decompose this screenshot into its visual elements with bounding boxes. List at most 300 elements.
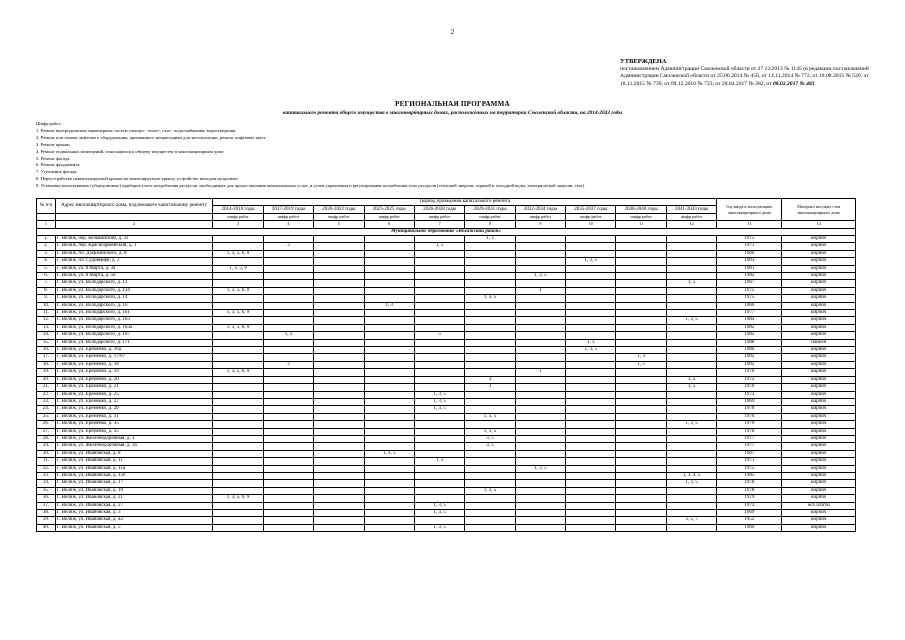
- period-header: 2041-2043 годы: [666, 206, 716, 213]
- row-year: 1977: [717, 435, 782, 442]
- row-work-codes: [515, 421, 565, 428]
- row-work-codes: [263, 310, 313, 317]
- row-work-codes: [364, 435, 414, 442]
- row-work-codes: [566, 413, 616, 420]
- row-work-codes: [616, 458, 666, 465]
- row-work-codes: [616, 487, 666, 494]
- row-work-codes: 1, 3, 5: [566, 258, 616, 265]
- row-work-codes: [213, 413, 263, 420]
- row-work-codes: [465, 472, 515, 479]
- row-work-codes: [566, 361, 616, 368]
- municipality-row: Муниципальное образование «Велижский район»: [37, 228, 856, 235]
- table-row: [37, 265, 856, 272]
- row-work-codes: [666, 243, 716, 250]
- row-work-codes: [364, 287, 414, 294]
- row-work-codes: [515, 502, 565, 509]
- table-row: [37, 406, 856, 413]
- row-work-codes: [666, 250, 716, 257]
- row-work-codes: 1, 3: [465, 235, 515, 242]
- row-material: кирпич: [782, 413, 856, 420]
- row-work-codes: [364, 347, 414, 354]
- row-work-codes: [263, 398, 313, 405]
- row-work-codes: [465, 280, 515, 287]
- row-work-codes: [213, 472, 263, 479]
- row-work-codes: [515, 428, 565, 435]
- approval-block: [620, 58, 885, 88]
- row-work-codes: [616, 413, 666, 420]
- row-work-codes: [314, 376, 364, 383]
- row-year: 1970: [717, 384, 782, 391]
- row-work-codes: [566, 280, 616, 287]
- row-work-codes: [213, 480, 263, 487]
- row-number: 26.: [37, 421, 56, 428]
- row-work-codes: [566, 443, 616, 450]
- row-number: 34.: [37, 480, 56, 487]
- row-number: 30.: [37, 450, 56, 457]
- row-address: Г. Велиж, ул. Володарского, д. 167: [55, 332, 212, 339]
- row-work-codes: [566, 273, 616, 280]
- row-work-codes: [364, 273, 414, 280]
- row-work-codes: [364, 250, 414, 257]
- row-work-codes: [314, 421, 364, 428]
- row-number: 36.: [37, 495, 56, 502]
- row-work-codes: 1, 3, 5: [465, 428, 515, 435]
- row-work-codes: [616, 369, 666, 376]
- row-work-codes: [364, 384, 414, 391]
- row-address: Г. Велиж, ул. Еременко, д. 31: [55, 413, 212, 420]
- row-address: Г. Велиж, ул. Ивановская, д. 15б: [55, 472, 212, 479]
- row-work-codes: [616, 510, 666, 517]
- row-number: 1.: [37, 235, 56, 242]
- row-work-codes: [566, 458, 616, 465]
- table-row: [37, 391, 856, 398]
- works-heading: Шифр работ:: [36, 121, 62, 126]
- row-material: кирпич: [782, 258, 856, 265]
- row-work-codes: [566, 487, 616, 494]
- row-address: Г. Велиж, ул. Еременко, д. 17/67: [55, 354, 212, 361]
- row-work-codes: 1, 3: [414, 458, 464, 465]
- row-work-codes: [263, 265, 313, 272]
- row-work-codes: 1, 5: [666, 384, 716, 391]
- row-address: Г. Велиж, ул. Ивановская, д. 17: [55, 480, 212, 487]
- row-year: 1978: [717, 480, 782, 487]
- row-work-codes: [616, 332, 666, 339]
- row-work-codes: [566, 376, 616, 383]
- row-work-codes: 3, 5, 7: [666, 517, 716, 524]
- column-number: 7: [414, 221, 464, 228]
- row-work-codes: [414, 361, 464, 368]
- row-work-codes: [314, 235, 364, 242]
- row-work-codes: [414, 369, 464, 376]
- row-work-codes: [616, 428, 666, 435]
- row-work-codes: [263, 480, 313, 487]
- row-material: кирпич: [782, 376, 856, 383]
- row-work-codes: [465, 406, 515, 413]
- row-year: 1972: [717, 376, 782, 383]
- row-work-codes: 1: [515, 369, 565, 376]
- row-work-codes: [616, 384, 666, 391]
- row-work-codes: [364, 517, 414, 524]
- row-work-codes: [616, 347, 666, 354]
- row-year: 1969: [717, 524, 782, 531]
- row-work-codes: [515, 235, 565, 242]
- code-label: шифр работ: [666, 213, 716, 220]
- row-address: Г. Велиж, ул. Ивановская, д. 11а: [55, 465, 212, 472]
- row-work-codes: [465, 398, 515, 405]
- row-work-codes: [213, 354, 263, 361]
- works-legend: [36, 121, 585, 190]
- row-work-codes: [666, 495, 716, 502]
- row-work-codes: [515, 443, 565, 450]
- row-year: 1967: [717, 280, 782, 287]
- row-work-codes: [414, 324, 464, 331]
- row-work-codes: [616, 472, 666, 479]
- row-address: Г. Велиж, пл. Дзержинского, д. 8: [55, 250, 212, 257]
- row-work-codes: [666, 258, 716, 265]
- row-work-codes: [213, 450, 263, 457]
- row-material: кирпич: [782, 524, 856, 531]
- table-row: [37, 273, 856, 280]
- row-work-codes: [314, 280, 364, 287]
- row-work-codes: [566, 406, 616, 413]
- row-work-codes: [364, 428, 414, 435]
- code-label: шифр работ: [263, 213, 313, 220]
- row-work-codes: 1, 3, 5: [566, 347, 616, 354]
- row-work-codes: [566, 450, 616, 457]
- row-work-codes: 5: [414, 332, 464, 339]
- row-address: Г. Велиж, ул. Володарского, д. 12: [55, 280, 212, 287]
- row-material: кирпич: [782, 517, 856, 524]
- row-work-codes: [465, 273, 515, 280]
- row-material: кирпич: [782, 450, 856, 457]
- row-work-codes: [465, 287, 515, 294]
- row-work-codes: [666, 369, 716, 376]
- row-work-codes: [213, 443, 263, 450]
- row-year: 1979: [717, 421, 782, 428]
- row-work-codes: [566, 465, 616, 472]
- row-year: 1952: [717, 517, 782, 524]
- row-work-codes: [314, 413, 364, 420]
- column-number: 5: [314, 221, 364, 228]
- row-work-codes: [666, 428, 716, 435]
- row-work-codes: [364, 391, 414, 398]
- row-address: Г. Велиж, ул. Ивановская, д. 8: [55, 450, 212, 457]
- row-work-codes: 1, 3, 5: [364, 450, 414, 457]
- row-work-codes: [414, 495, 464, 502]
- row-work-codes: [515, 435, 565, 442]
- row-number: 18.: [37, 361, 56, 368]
- row-work-codes: [213, 384, 263, 391]
- row-work-codes: [515, 495, 565, 502]
- row-work-codes: 1, 5: [414, 243, 464, 250]
- row-work-codes: [666, 458, 716, 465]
- table-row: [37, 332, 856, 339]
- row-work-codes: 3, 5: [465, 435, 515, 442]
- table-row: [37, 384, 856, 391]
- row-material: кирпич: [782, 435, 856, 442]
- works-item: 6. Ремонт фундамента.: [36, 162, 81, 168]
- row-work-codes: [263, 302, 313, 309]
- row-year: 1981: [717, 265, 782, 272]
- row-work-codes: [314, 406, 364, 413]
- row-work-codes: [515, 384, 565, 391]
- row-number: 32.: [37, 465, 56, 472]
- table-row: [37, 472, 856, 479]
- works-item: 2. Ремонт или замена лифтового оборудования, признанного непригодным для эксплуатации, ремонт лифтовых шахт.: [36, 134, 267, 140]
- row-work-codes: [364, 354, 414, 361]
- row-address: Г. Велиж, ул. 8 Марта, д. 3а: [55, 265, 212, 272]
- row-work-codes: [314, 354, 364, 361]
- row-work-codes: [616, 324, 666, 331]
- row-work-codes: 1, 3, 5: [465, 487, 515, 494]
- program-table: [36, 198, 856, 532]
- row-work-codes: [263, 324, 313, 331]
- table-row: [37, 517, 856, 524]
- row-work-codes: [666, 310, 716, 317]
- row-work-codes: [314, 317, 364, 324]
- row-material: кирпич: [782, 472, 856, 479]
- row-work-codes: [566, 235, 616, 242]
- row-work-codes: [414, 376, 464, 383]
- row-work-codes: [314, 295, 364, 302]
- row-work-codes: [414, 339, 464, 346]
- row-work-codes: [213, 376, 263, 383]
- row-work-codes: [566, 265, 616, 272]
- works-item: 8. Переустройство невентилируемой крыши на вентилируемую крышу, устройство выходов на кровлю.: [36, 176, 239, 182]
- row-work-codes: [616, 235, 666, 242]
- row-year: 1982: [717, 324, 782, 331]
- row-work-codes: [566, 502, 616, 509]
- row-work-codes: 1, 3, 5: [414, 524, 464, 531]
- row-work-codes: [414, 354, 464, 361]
- row-work-codes: [566, 435, 616, 442]
- row-work-codes: [213, 406, 263, 413]
- row-work-codes: [566, 391, 616, 398]
- table-row: [37, 435, 856, 442]
- row-work-codes: [213, 502, 263, 509]
- row-work-codes: [515, 354, 565, 361]
- row-year: 1978: [717, 428, 782, 435]
- row-work-codes: [263, 510, 313, 517]
- row-work-codes: [515, 243, 565, 250]
- row-work-codes: 3: [263, 243, 313, 250]
- row-number: 13.: [37, 324, 56, 331]
- row-year: 1982: [717, 273, 782, 280]
- row-work-codes: [566, 384, 616, 391]
- row-year: 1967: [717, 450, 782, 457]
- table-row: [37, 302, 856, 309]
- row-work-codes: [213, 243, 263, 250]
- row-year: 1975: [717, 287, 782, 294]
- row-number: 7.: [37, 280, 56, 287]
- row-work-codes: [465, 310, 515, 317]
- row-work-codes: [414, 317, 464, 324]
- row-work-codes: [414, 428, 464, 435]
- row-work-codes: [263, 406, 313, 413]
- row-work-codes: 1, 3: [364, 302, 414, 309]
- row-number: 11.: [37, 310, 56, 317]
- row-address: Г. Велиж, ул. Володарского, д. 134: [55, 287, 212, 294]
- row-work-codes: [364, 258, 414, 265]
- table-row: [37, 428, 856, 435]
- table-row: [37, 317, 856, 324]
- row-work-codes: [566, 495, 616, 502]
- row-work-codes: [465, 480, 515, 487]
- row-year: 1993: [717, 258, 782, 265]
- row-work-codes: [213, 332, 263, 339]
- row-work-codes: [566, 287, 616, 294]
- column-number: 8: [465, 221, 515, 228]
- row-work-codes: [263, 287, 313, 294]
- row-year: 1984: [717, 317, 782, 324]
- works-item: 1. Ремонт внутридомовых инженерных систем электро-, тепло-, газо-, водоснабжения, водоотведения.: [36, 127, 237, 133]
- row-material: кирпич: [782, 354, 856, 361]
- row-material: кирпич: [782, 295, 856, 302]
- row-work-codes: [213, 510, 263, 517]
- code-label: шифр работ: [465, 213, 515, 220]
- row-work-codes: [666, 273, 716, 280]
- row-work-codes: [263, 472, 313, 479]
- row-year: 1992: [717, 354, 782, 361]
- row-work-codes: [465, 450, 515, 457]
- row-work-codes: [566, 250, 616, 257]
- row-material: кирпич: [782, 495, 856, 502]
- row-work-codes: [364, 235, 414, 242]
- row-work-codes: [314, 324, 364, 331]
- row-number: 23.: [37, 398, 56, 405]
- row-work-codes: [364, 406, 414, 413]
- row-work-codes: [414, 517, 464, 524]
- row-work-codes: [515, 391, 565, 398]
- row-work-codes: [465, 243, 515, 250]
- row-work-codes: [566, 428, 616, 435]
- row-year: 1988: [717, 339, 782, 346]
- row-material: кирпич: [782, 443, 856, 450]
- row-work-codes: [364, 398, 414, 405]
- row-work-codes: [414, 235, 464, 242]
- row-work-codes: [616, 398, 666, 405]
- row-work-codes: 3: [465, 384, 515, 391]
- row-work-codes: [314, 510, 364, 517]
- row-material: кирпич: [782, 391, 856, 398]
- row-work-codes: 1, 3, 5: [414, 398, 464, 405]
- row-work-codes: [666, 302, 716, 309]
- row-year: 1969: [717, 398, 782, 405]
- row-address: Г. Велиж, ул. Еременко, д. 19: [55, 369, 212, 376]
- row-work-codes: [515, 302, 565, 309]
- row-year: 1976: [717, 413, 782, 420]
- row-work-codes: [465, 502, 515, 509]
- header-no: № п/п: [37, 199, 56, 214]
- table-row: [37, 421, 856, 428]
- row-work-codes: [666, 465, 716, 472]
- period-header: 2020-2022 годы: [314, 206, 364, 213]
- table-row: [37, 310, 856, 317]
- row-year: 1976: [717, 369, 782, 376]
- row-work-codes: [465, 332, 515, 339]
- row-address: Г. Велиж, ул. Железнодорожная, д. 1: [55, 435, 212, 442]
- row-work-codes: [213, 361, 263, 368]
- row-work-codes: [263, 235, 313, 242]
- row-work-codes: 1, 3, 5: [465, 295, 515, 302]
- row-work-codes: [465, 391, 515, 398]
- row-work-codes: [566, 310, 616, 317]
- table-row: [37, 495, 856, 502]
- row-work-codes: [515, 376, 565, 383]
- row-year: 1975: [717, 235, 782, 242]
- row-address: Г. Велиж, ул. Ивановская, д. 21: [55, 495, 212, 502]
- row-address: Г. Велиж, ул. Ивановская, д. 19: [55, 487, 212, 494]
- row-work-codes: [314, 450, 364, 457]
- row-work-codes: [263, 273, 313, 280]
- row-work-codes: [263, 295, 313, 302]
- row-work-codes: [666, 235, 716, 242]
- row-work-codes: [314, 302, 364, 309]
- row-work-codes: [364, 324, 414, 331]
- row-work-codes: [263, 458, 313, 465]
- row-work-codes: 1, 3, 5, 6, 9: [213, 310, 263, 317]
- row-work-codes: [515, 347, 565, 354]
- row-work-codes: [666, 361, 716, 368]
- row-work-codes: 1, 3, 5, 6, 9: [213, 495, 263, 502]
- row-work-codes: 1, 3, 5, 6, 9: [213, 369, 263, 376]
- row-work-codes: [263, 428, 313, 435]
- table-row: [37, 502, 856, 509]
- row-year: 1969: [717, 510, 782, 517]
- row-work-codes: [263, 369, 313, 376]
- row-work-codes: [515, 480, 565, 487]
- row-work-codes: 1, 3, 5: [515, 273, 565, 280]
- header-spacer: [37, 213, 56, 220]
- row-work-codes: [515, 406, 565, 413]
- row-material: кирпич: [782, 406, 856, 413]
- row-work-codes: [616, 243, 666, 250]
- row-number: 17.: [37, 354, 56, 361]
- table-row: [37, 398, 856, 405]
- row-work-codes: [465, 317, 515, 324]
- row-work-codes: [616, 435, 666, 442]
- row-year: 1977: [717, 443, 782, 450]
- row-year: 1992: [717, 361, 782, 368]
- row-number: 8.: [37, 287, 56, 294]
- row-year: 1979: [717, 495, 782, 502]
- table-row: [37, 235, 856, 242]
- row-work-codes: [213, 398, 263, 405]
- row-work-codes: [414, 310, 464, 317]
- row-work-codes: [616, 517, 666, 524]
- row-number: 15.: [37, 339, 56, 346]
- row-work-codes: [364, 376, 414, 383]
- code-label: шифр работ: [414, 213, 464, 220]
- row-work-codes: 1, 3, 5, 9: [213, 265, 263, 272]
- row-work-codes: [414, 295, 464, 302]
- row-address: Г. Велиж, ул. Еременко, д. 20: [55, 376, 212, 383]
- row-work-codes: [465, 465, 515, 472]
- document-subtitle: капитального ремонта общего имущества в многоквартирных домах, расположенных на территории Смоленской области, на 2014-2043 годы: [282, 110, 623, 116]
- row-year: 1977: [717, 310, 782, 317]
- row-work-codes: [515, 524, 565, 531]
- row-work-codes: [465, 421, 515, 428]
- row-work-codes: [465, 258, 515, 265]
- row-number: 4.: [37, 258, 56, 265]
- row-work-codes: [263, 450, 313, 457]
- row-work-codes: [616, 465, 666, 472]
- row-material: кирпич: [782, 235, 856, 242]
- row-work-codes: 1, 3, 5: [666, 421, 716, 428]
- row-number: 38.: [37, 510, 56, 517]
- table-row: [37, 413, 856, 420]
- column-number: 13: [717, 221, 782, 228]
